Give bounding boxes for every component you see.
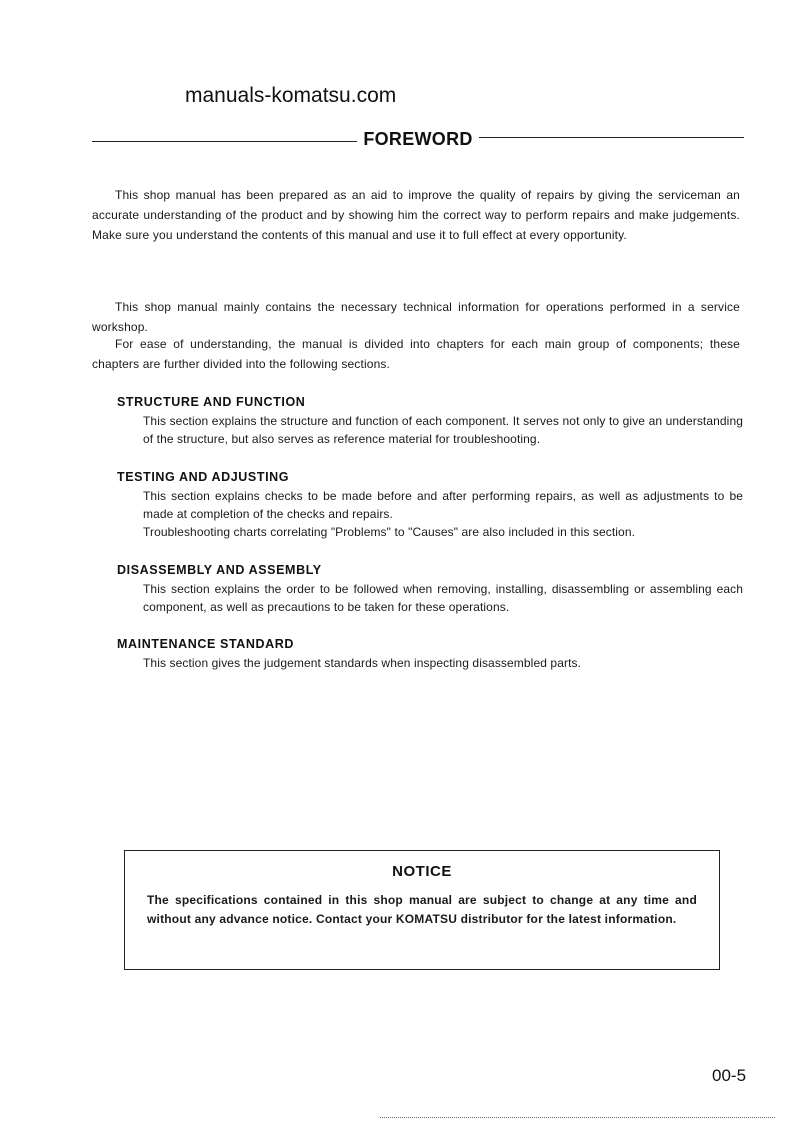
title-row <box>92 127 744 151</box>
notice-box <box>124 850 720 970</box>
section-text: This section explains checks to be made before and after performing repairs, as well as adjustments to be made at completion of the checks and repairs. <box>143 489 743 521</box>
site-url: manuals-komatsu.com <box>185 84 397 107</box>
section-text: This section explains the order to be followed when removing, installing, disassembling or assembling each component, as well as precautions to be taken for these operations. <box>143 582 743 614</box>
section-heading: TESTING AND ADJUSTING <box>117 470 290 484</box>
section-heading: MAINTENANCE STANDARD <box>117 637 295 651</box>
section-maintenance-standard <box>117 634 743 672</box>
title-rule-right <box>479 137 744 138</box>
intro-paragraph-3: For ease of understanding, the manual is divided into chapters for each main group of components; these chapters are further divided into the following sections. <box>92 337 740 371</box>
section-structure-and-function <box>117 392 743 448</box>
section-disassembly-and-assembly <box>117 560 743 616</box>
section-heading: STRUCTURE AND FUNCTION <box>117 395 306 409</box>
notice-text: The specifications contained in this shop manual are subject to change at any time and without any advance notice. Contact your KOMATSU distributor for the latest information. <box>147 893 697 926</box>
notice-title: NOTICE <box>392 863 452 880</box>
intro-paragraph-1: This shop manual has been prepared as an aid to improve the quality of repairs by giving the serviceman an accurate understanding of the product and by showing him the correct way to perform repairs and make judgements. Make sure you understand the contents of this manual and use it to full effect at every opportunity. <box>92 188 740 242</box>
title-rule-left <box>92 141 357 142</box>
page-number: 00-5 <box>712 1066 747 1085</box>
section-heading: DISASSEMBLY AND ASSEMBLY <box>117 563 322 577</box>
section-text-2: Troubleshooting charts correlating "Problems" to "Causes" are also included in this section. <box>143 525 636 539</box>
intro-paragraph-2: This shop manual mainly contains the necessary technical information for operations performed in a service workshop. <box>92 300 740 334</box>
page-title: FOREWORD <box>363 128 473 149</box>
section-testing-and-adjusting <box>117 467 743 541</box>
section-text: This section explains the structure and function of each component. It serves not only to give an understanding of the structure, but also serves as reference material for troubleshooting. <box>143 414 743 446</box>
section-text: This section gives the judgement standards when inspecting disassembled parts. <box>143 656 582 670</box>
scan-artifact-divider <box>380 1117 775 1119</box>
